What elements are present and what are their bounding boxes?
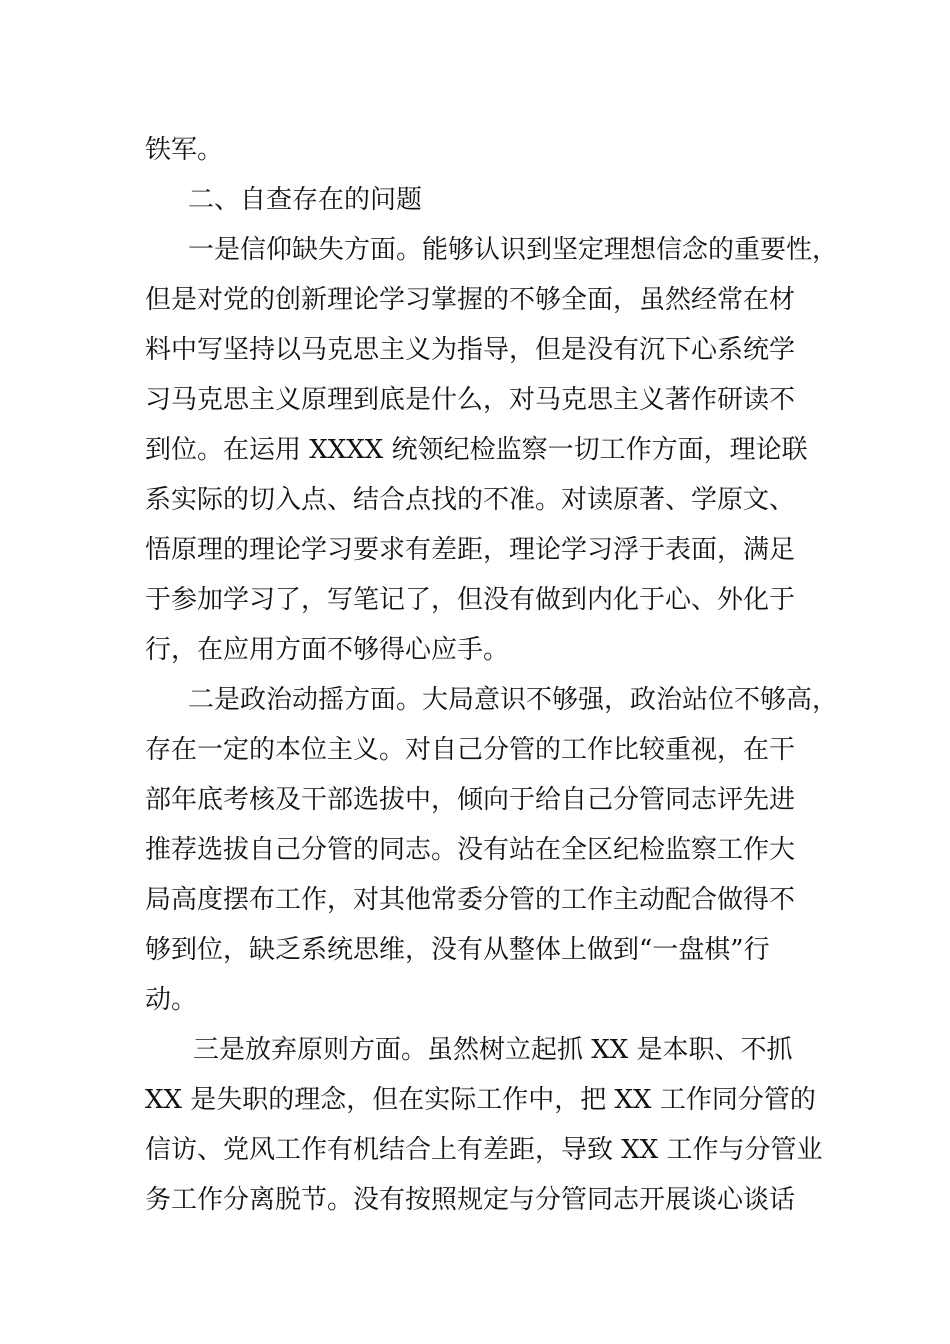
section-heading: 二、自查存在的问题 xyxy=(188,185,423,215)
text-line: 行，在应用方面不够得心应手。 xyxy=(145,635,510,665)
text-line: 系实际的切入点、结合点找的不准。对读原著、学原文、 xyxy=(145,485,796,515)
text-line: 存在一定的本位主义。对自己分管的工作比较重视，在干 xyxy=(145,735,796,765)
text-line: 习马克思主义原理到底是什么，对马克思主义著作研读不 xyxy=(145,385,796,415)
text-line: 推荐选拔自己分管的同志。没有站在全区纪检监察工作大 xyxy=(145,835,796,865)
text-line: 一是信仰缺失方面。能够认识到坚定理想信念的重要性， xyxy=(188,235,839,265)
text-line: 动。 xyxy=(145,985,198,1015)
text-line: 但是对党的创新理论学习掌握的不够全面，虽然经常在材 xyxy=(145,285,796,315)
text-line: 铁军。 xyxy=(145,135,224,165)
text-line: 够到位，缺乏系统思维，没有从整体上做到“一盘棋”行 xyxy=(145,935,770,965)
text-line: 到位。在运用 XXXX 统领纪检监察一切工作方面，理论联 xyxy=(145,435,808,465)
text-line: 务工作分离脱节。没有按照规定与分管同志开展谈心谈话 xyxy=(145,1185,796,1215)
text-line: 二是政治动摇方面。大局意识不够强，政治站位不够高， xyxy=(188,685,839,715)
text-line: 部年底考核及干部选拔中，倾向于给自己分管同志评先进 xyxy=(145,785,796,815)
text-line: 三是放弃原则方面。虽然树立起抓 XX 是本职、不抓 xyxy=(193,1035,793,1065)
text-line: 于参加学习了，写笔记了，但没有做到内化于心、外化于 xyxy=(145,585,796,615)
text-line: 局高度摆布工作，对其他常委分管的工作主动配合做得不 xyxy=(145,885,796,915)
text-line: 料中写坚持以马克思主义为指导，但是没有沉下心系统学 xyxy=(145,335,796,365)
text-line: 信访、党风工作有机结合上有差距，导致 XX 工作与分管业 xyxy=(145,1135,823,1165)
text-line: 悟原理的理论学习要求有差距，理论学习浮于表面，满足 xyxy=(145,535,796,565)
text-line: XX 是失职的理念，但在实际工作中，把 XX 工作同分管的 xyxy=(145,1085,816,1115)
